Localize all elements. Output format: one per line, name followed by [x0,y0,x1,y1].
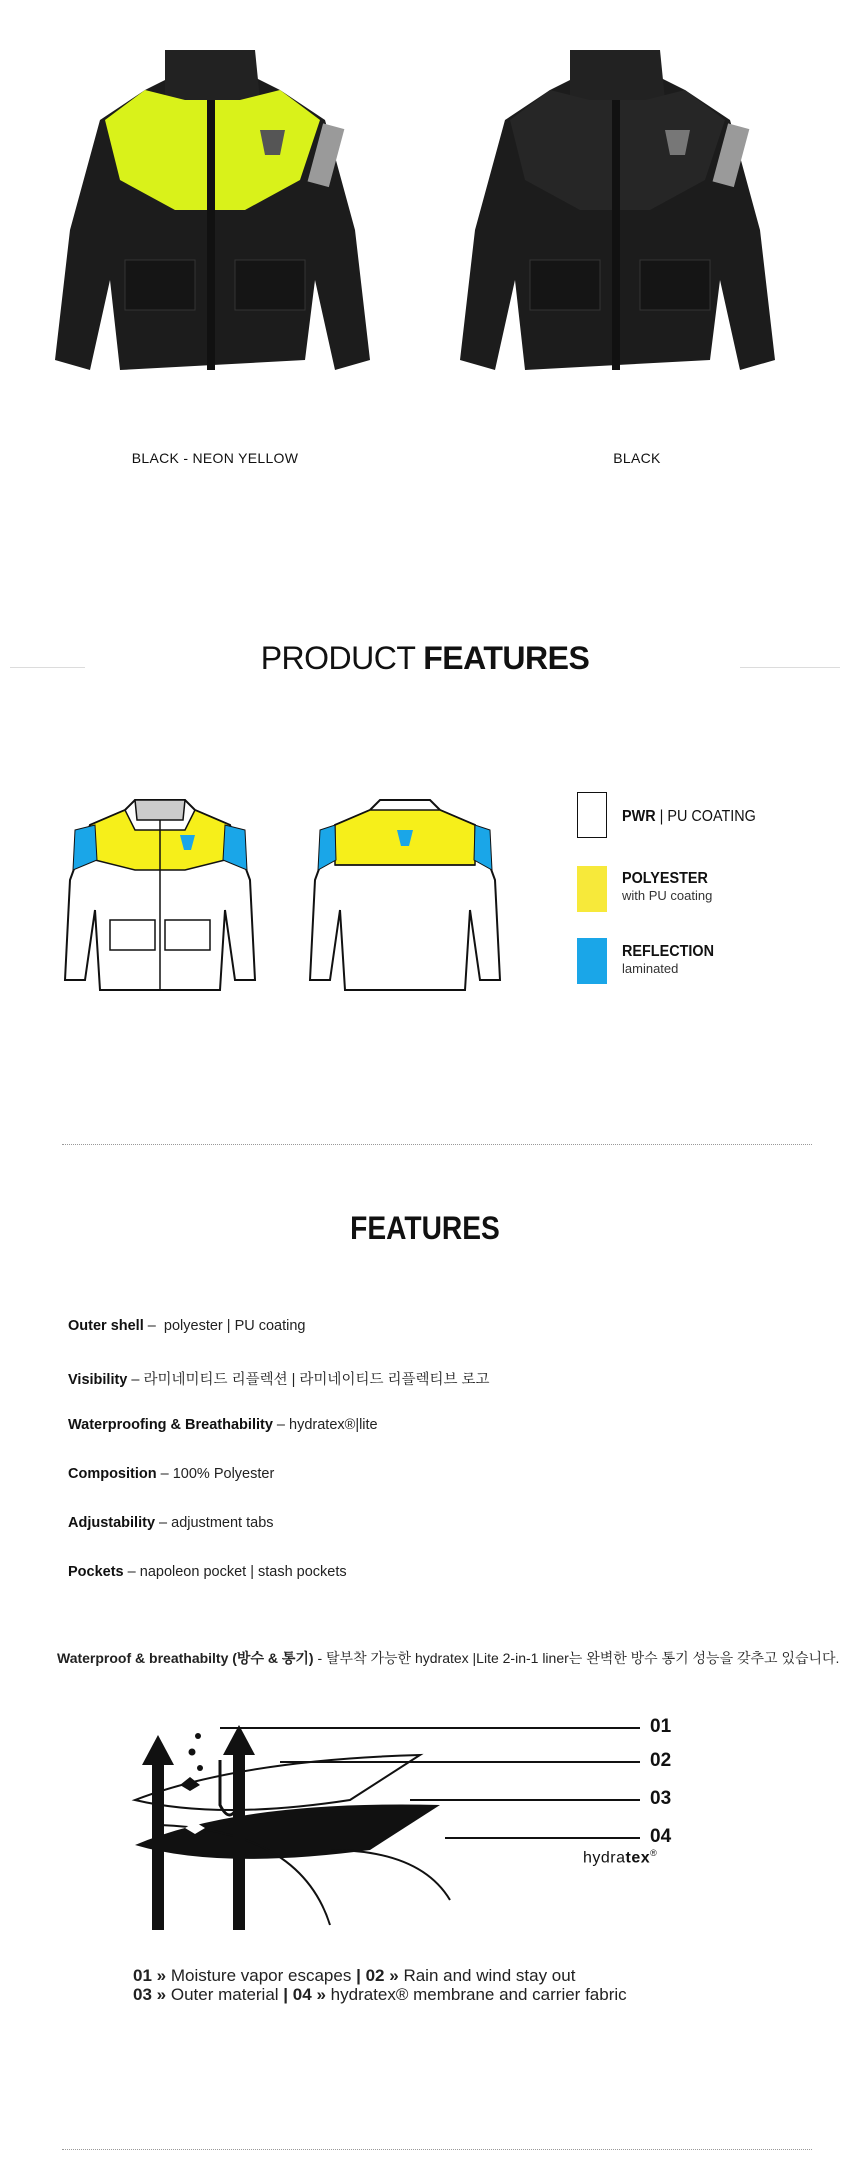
diagram-caption-line-1 [133,1966,575,1986]
diagram-number-01: 01 [650,1716,672,1737]
caption-text: Rain and wind stay out [403,1966,576,1985]
caption-sep: » [156,1985,167,2004]
jacket-neon-yellow-image [35,30,385,410]
caption-sep: » [389,1966,399,1985]
caption-divider: | [356,1966,361,1985]
feature-value: 100% Polyester [172,1466,275,1482]
feature-adjustability: Adjustability – adjustment tabs [68,1515,274,1531]
feature-value: polyester | PU coating [163,1318,306,1334]
features-title: FEATURES [350,1210,500,1246]
feature-outer-shell: Outer shell – polyester | PU coating [68,1318,306,1334]
feature-label: Pockets [68,1564,124,1580]
feature-label: Adjustability [68,1515,156,1531]
feature-value: hydratex®|lite [289,1417,378,1433]
feature-value: 라미네미티드 리플렉션 | 라미네이티드 리플렉티브 로고 [143,1372,490,1388]
legend-swatch-pwr [577,792,607,838]
feature-label: Outer shell [68,1318,144,1334]
feature-label: Visibility [68,1372,128,1388]
feature-pockets: Pockets – napoleon pocket | stash pockets [68,1564,347,1580]
hydratex-layer-diagram [120,1700,720,1940]
caption-sep: » [156,1966,167,1985]
jacket-black-image [440,30,790,410]
legend-sub-polyester: with PU coating [622,888,713,903]
dotted-divider-top [62,1144,812,1145]
caption-num: 02 [365,1966,385,1985]
waterproof-text: - 탈부착 가능한 hydratex |Lite 2-in-1 liner는 완벽한 방수 통기 성능을 갖추고 있습니다. [313,1650,840,1666]
jacket-front-diagram [55,790,265,1000]
caption-num: 01 [133,1966,152,1985]
waterproof-description [57,1648,839,1668]
feature-value: adjustment tabs [171,1515,274,1531]
waterproof-label: Waterproof & breathabilty (방수 & 통기) [57,1650,314,1666]
legend-pwr-label: PWR [622,808,656,825]
feature-label: Waterproofing & Breathability [68,1417,273,1433]
legend-swatch-polyester [577,866,607,912]
feature-value: napoleon pocket | stash pockets [139,1564,347,1580]
feature-visibility: Visibility – 라미네미티드 리플렉션 | 라미네이티드 리플렉티브 로고 [68,1372,490,1388]
dotted-divider-bottom [62,2149,812,2150]
diagram-number-04: 04 [650,1826,672,1847]
legend-title-pwr: PWR | PU COATING [622,808,756,825]
caption-text: hydratex® membrane and carrier fabric [330,1985,627,2004]
feature-waterproofing: Waterproofing & Breathability – hydratex®|lite [68,1417,378,1433]
product-features-title-light: PRODUCT [260,640,424,676]
caption-text: Outer material [170,1985,279,2004]
product-features-title [0,640,850,677]
caption-text: Moisture vapor escapes [170,1966,352,1985]
diagram-number-02: 02 [650,1750,672,1771]
feature-composition: Composition – 100% Polyester [68,1466,275,1482]
hydratex-brand [583,1848,657,1867]
legend-title-reflection: REFLECTION [622,943,714,960]
jacket-back-diagram [300,790,510,1000]
legend-swatch-reflection [577,938,607,984]
caption-divider: | [283,1985,289,2004]
product-caption-neon-yellow: BLACK - NEON YELLOW [131,450,299,466]
legend-sub-reflection: laminated [622,961,679,976]
caption-num: 04 [292,1985,312,2004]
diagram-number-03: 03 [650,1788,672,1809]
brand-mark: ® [650,1848,658,1858]
legend-pwr-extra: PU COATING [667,808,756,825]
product-features-title-bold: FEATURES [423,640,590,676]
brand-bold: tex [625,1849,651,1867]
brand-light: hydra [583,1849,626,1867]
legend-title-polyester: POLYESTER [622,870,708,887]
diagram-caption-line-2 [133,1985,627,2005]
product-caption-black: BLACK [613,450,661,466]
feature-label: Composition [68,1466,157,1482]
caption-num: 03 [133,1985,152,2004]
caption-sep: » [316,1985,326,2004]
